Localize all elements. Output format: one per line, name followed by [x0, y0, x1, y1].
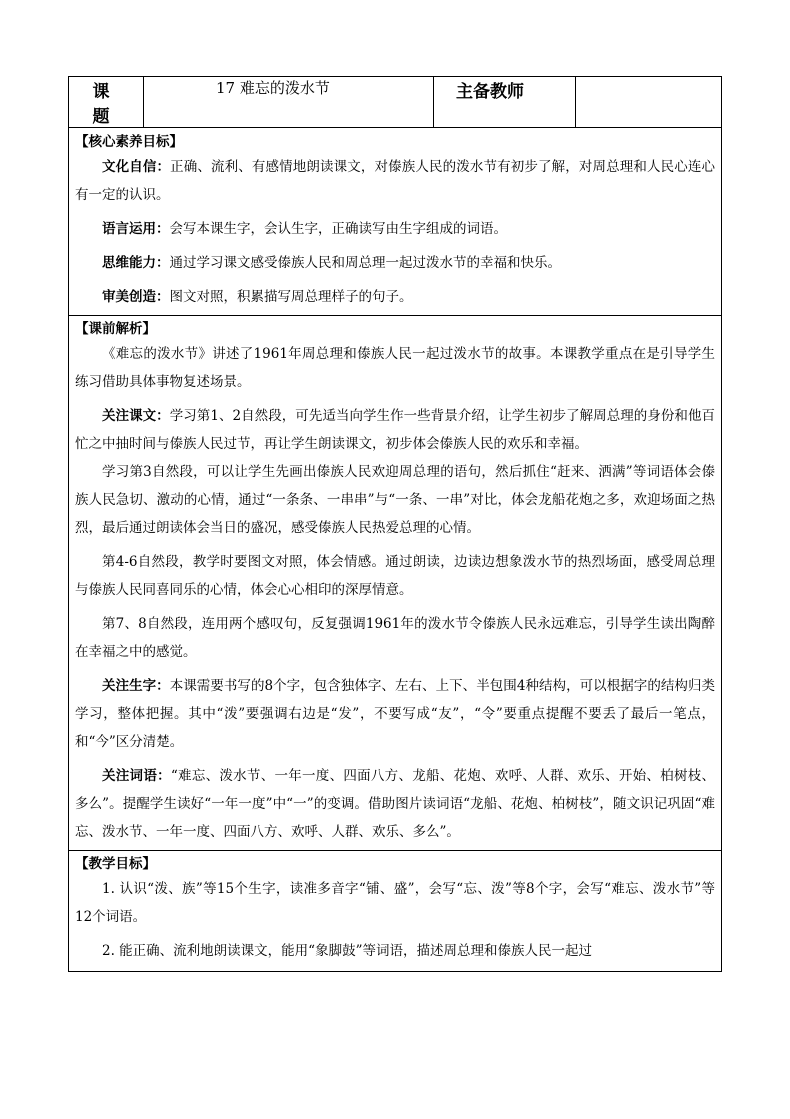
pre-lesson-analysis-section: [75, 318, 715, 846]
analysis-paragraph-3: 学习第3自然段，可以让学生先画出傣族人民欢迎周总理的语句，然后抓住“赶来、洒满”等词语体会傣族人民急切、激动的心情，通过“一条条、一串串”与“一条、一串”对比，体会龙船花炮之多，欢迎场面之热烈，最后通过朗读体会当日的盛况，感受傣族人民热爱总理的心情。: [75, 464, 715, 536]
analysis-title: 【课前解析】: [75, 321, 156, 337]
core-literacy-section: [75, 131, 715, 311]
section-divider: [69, 315, 721, 316]
core-item-thinking: 思维能力：通过学习课文感受傣族人民和周总理一起过泼水节的幸福和快乐。: [102, 255, 561, 271]
core-item-culture: 文化自信：正确、流利、有感情地朗读课文，对傣族人民的泼水节有初步了解，对周总理和人民心连心有一定的认识。: [75, 159, 715, 203]
core-item-aesthetic: 审美创造：图文对照，积累描写周总理样子的句子。: [102, 289, 413, 305]
lesson-plan-sheet: [68, 76, 721, 972]
teacher-label: 主备教师: [434, 77, 576, 128]
analysis-paragraph-4: 第4-6自然段，教学时要图文对照，体会情感。通过朗读，边读边想象泼水节的热烈场面，感受周总理与傣族人民同喜同乐的心情，体会心心相印的深厚情意。: [75, 554, 715, 598]
analysis-paragraph-5: 第7、8自然段，连用两个感叹句，反复强调1961年的泼水节令傣族人民永远难忘，引导学生读出陶醉在幸福之中的感觉。: [75, 616, 715, 660]
analysis-char-focus: 关注生字：本课需要书写的8个字，包含独体字、左右、上下、半包围4种结构，可以根据字的结构归类学习，整体把握。其中“泼”要强调右边是“发”，不要写成“友”，“令”要重点提醒不要丢了最后一笔点，和“今”区分清楚。: [75, 678, 715, 750]
analysis-word-focus: 关注词语：“难忘、泼水节、一年一度、四面八方、龙船、花炮、欢呼、人群、欢乐、开始、柏树枝、多么”。提醒学生读好“一年一度”中“一”的变调。借助图片读词语“龙船、花炮、柏树枝”，随文识记巩固“难忘、泼水节、一年一度、四面八方、欢呼、人群、欢乐、多么”。: [75, 768, 715, 840]
core-item-language: 语言运用：会写本课生字，会认生字，正确读写由生字组成的词语。: [102, 221, 507, 237]
goals-title: 【教学目标】: [75, 856, 156, 872]
header-row: [69, 77, 722, 128]
goal-item: 2. 能正确、流利地朗读课文，能用“象脚鼓”等词语，描述周总理和傣族人民一起过: [102, 943, 592, 959]
lesson-title: 17 难忘的泼水节: [144, 77, 434, 128]
section-divider: [69, 850, 721, 851]
content-cell: [69, 128, 722, 972]
topic-label: 课 题: [69, 77, 144, 128]
teaching-goals-section: [75, 853, 715, 965]
teacher-value: [576, 77, 722, 128]
core-literacy-title: 【核心素养目标】: [75, 134, 183, 150]
analysis-intro: 《难忘的泼水节》讲述了1961年周总理和傣族人民一起过泼水节的故事。本课教学重点在是引导学生练习借助具体事物复述场景。: [75, 346, 715, 390]
analysis-text-focus: 关注课文：学习第1、2自然段，可先适当向学生作一些背景介绍，让学生初步了解周总理的身份和他百忙之中抽时间与傣族人民过节，再让学生朗读课文，初步体会傣族人民的欢乐和幸福。: [75, 408, 715, 452]
goal-item: 1. 认识“泼、族”等15个生字，读准多音字“铺、盛”，会写“忘、泼”等8个字，会写“难忘、泼水节”等12个词语。: [75, 881, 715, 925]
lesson-plan-table: [68, 76, 722, 972]
